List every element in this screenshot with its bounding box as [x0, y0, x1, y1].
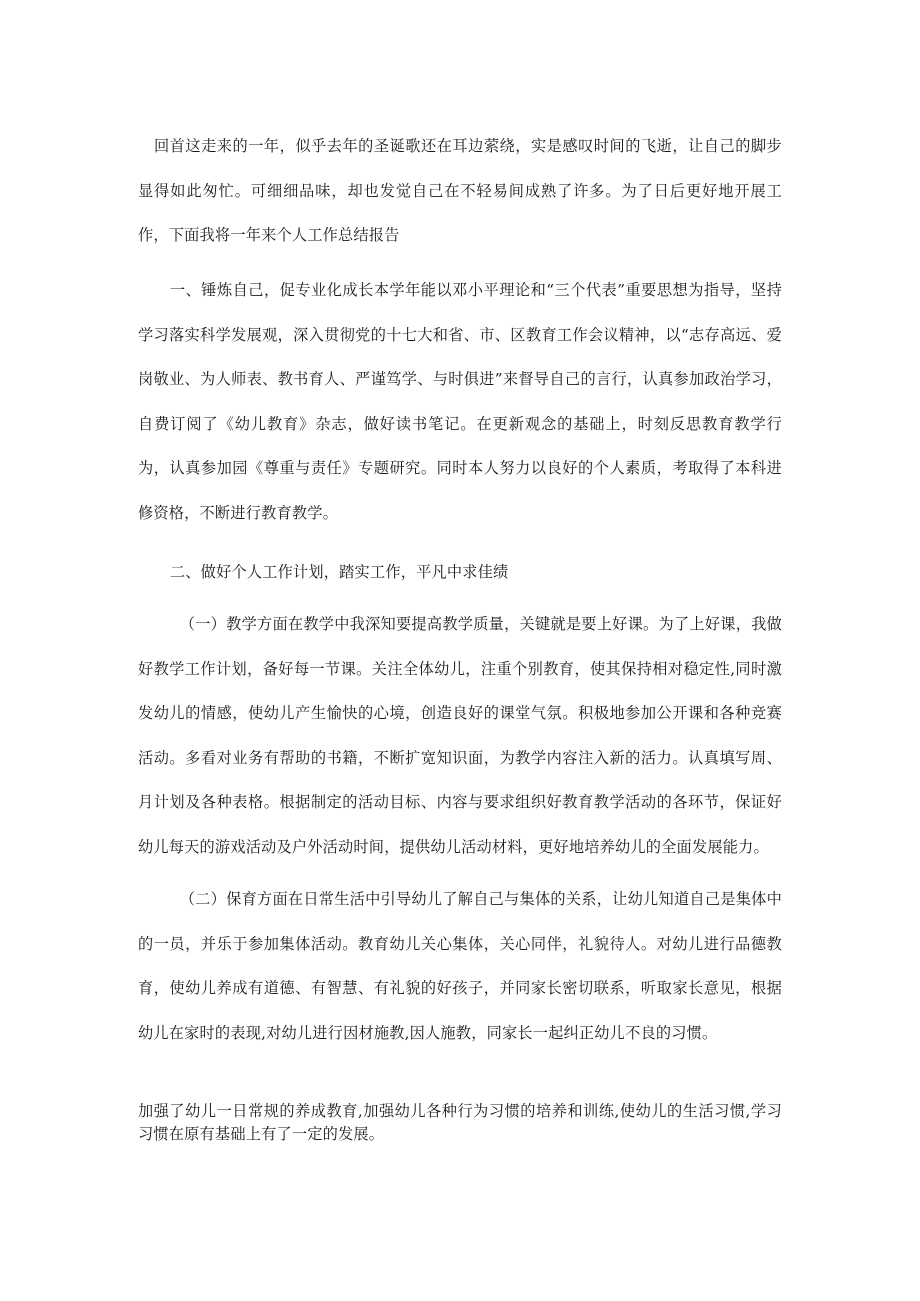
paragraph-routine: 加强了幼儿一日常规的养成教育,加强幼儿各种行为习惯的培养和训练,使幼儿的生活习惯,学习习惯在原有基础上有了一定的发展。 [138, 1102, 782, 1143]
heading-section-two: 二、做好个人工作计划，踏实工作，平凡中求佳绩 [169, 563, 509, 581]
paragraph-care: （二）保育方面在日常生活中引导幼儿了解自己与集体的关系，让幼儿知道自己是集体中的一员，并乐于参加集体活动。教育幼儿关心集体，关心同伴，礼貌待人。对幼儿进行品德教育，使幼儿养成有道德、有智慧、有礼貌的好孩子，并同家长密切联系，听取家长意见，根据幼儿在家时的表现,对幼儿进行因材施教,因人施教，同家长一起纠正幼儿不良的习惯。 [138, 890, 782, 1042]
paragraph-teaching: （一）教学方面在教学中我深知要提高教学质量，关键就是要上好课。为了上好课，我做好教学工作计划，备好每一节课。关注全体幼儿，注重个别教育，使其保持相对稳定性,同时激发幼儿的情感，使幼儿产生愉快的心境，创造良好的课堂气氛。积极地参加公开课和各种竞赛活动。多看对业务有帮助的书籍，不断扩宽知识面，为教学内容注入新的活力。认真填写周、月计划及各种表格。根据制定的活动目标、内容与要求组织好教育教学活动的各环节，保证好幼儿每天的游戏活动及户外活动时间，提供幼儿活动材料，更好地培养幼儿的全面发展能力。 [138, 615, 782, 856]
paragraph-section-one: 一、锤炼自己，促专业化成长本学年能以邓小平理论和“三个代表”重要思想为指导，坚持学习落实科学发展观，深入贯彻党的十七大和省、市、区教育工作会议精神，以“志存高远、爱岗敬业、为人师表、教书育人、严谨笃学、与时俱进”来督导自己的言行，认真参加政治学习，自费订阅了《幼儿教育》杂志，做好读书笔记。在更新观念的基础上，时刻反思教育教学行为，认真参加园《尊重与责任》专题研究。同时本人努力以良好的个人素质，考取得了本科进修资格，不断进行教育教学。 [138, 281, 782, 522]
paragraph-intro: 回首这走来的一年，似乎去年的圣诞歌还在耳边萦绕，实是感叹时间的飞逝，让自己的脚步显得如此匆忙。可细细品味，却也发觉自己在不轻易间成熟了许多。为了日后更好地开展工作，下面我将一年来个人工作总结报告 [138, 137, 782, 244]
